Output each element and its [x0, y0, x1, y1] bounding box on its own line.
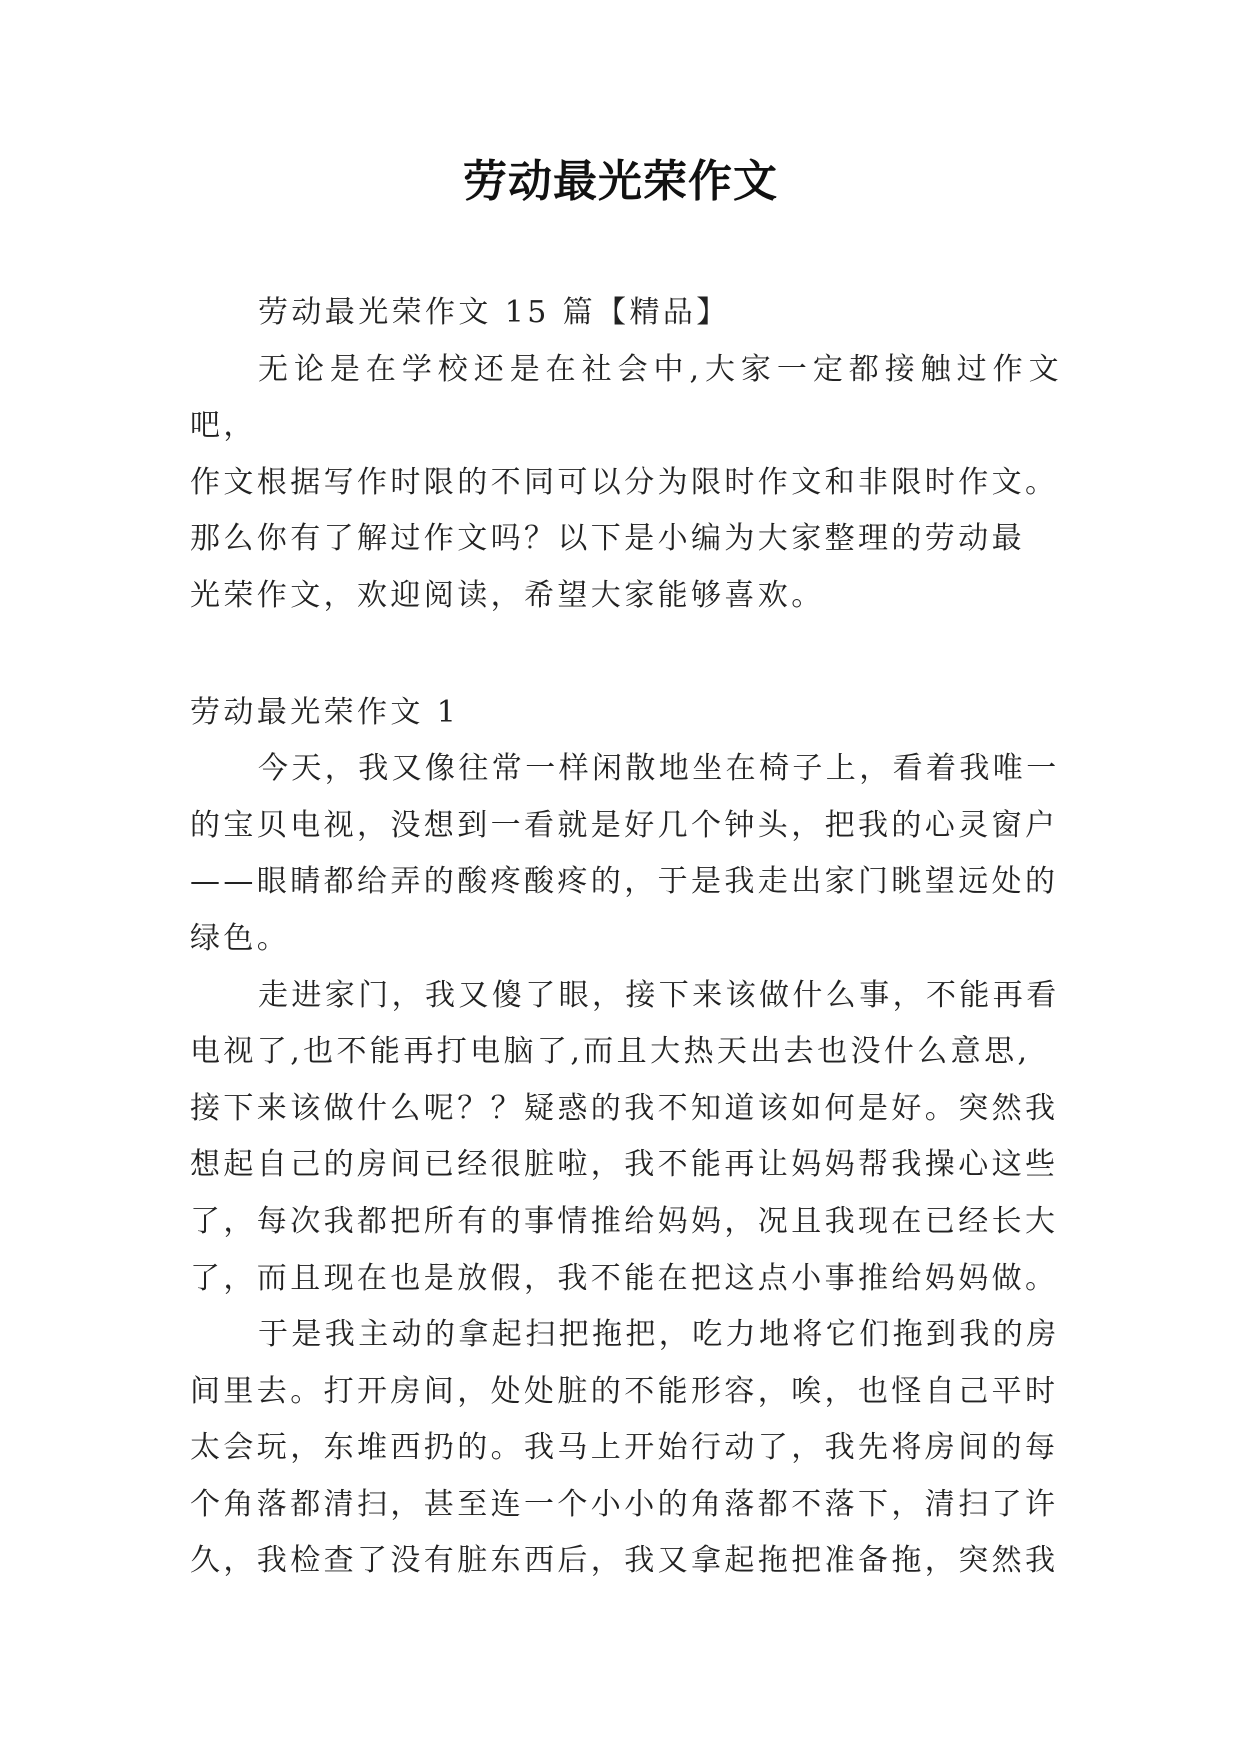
document-title: 劳动最光荣作文 — [463, 156, 778, 207]
section-heading: 劳动最光荣作文 1 — [190, 694, 460, 730]
body-paragraph: 今天，我又像往常一样闲散地坐在椅子上，看着我唯一 的宝贝电视，没想到一看就是好几个钟头，把我的心灵窗户 ——眼睛都给弄的酸疼酸疼的，于是我走出家门眺望远处的 绿色。 — [190, 751, 1060, 956]
intro-paragraph: 无论是在学校还是在社会中,大家一定都接触过作文吧， 作文根据写作时限的不同可以分为限时作文和非限时作文。 那么你有了解过作文吗？以下是小编为大家整理的劳动最 光荣作文，欢迎阅读，希望大家能够喜欢。 — [190, 351, 1062, 613]
body-paragraph: 于是我主动的拿起扫把拖把，吃力地将它们拖到我的房 间里去。打开房间，处处脏的不能形容，唉，也怪自己平时 太会玩，东堆西扔的。我马上开始行动了，我先将房间的每 个角落都清扫，甚至连一个小小的角落都不落下，清扫了许 久，我检查了没有脏东西后，我又拿起拖把准备拖，突然我 — [190, 1317, 1060, 1579]
document-body — [190, 285, 1062, 1590]
body-paragraph: 走进家门，我又傻了眼，接下来该做什么事，不能再看 电视了,也不能再打电脑了,而且大热天出去也没什么意思, 接下来该做什么呢？？疑惑的我不知道该如何是好。突然我 想起自己的房间已经很脏啦，我不能再让妈妈帮我操心这些 了，每次我都把所有的事情推给妈妈，况且我现在已经长大 了，而且现在也是放假，我不能在把这点小事推给妈妈做。 — [190, 977, 1060, 1296]
document-subtitle: 劳动最光荣作文 15 篇【精品】 — [258, 295, 730, 330]
